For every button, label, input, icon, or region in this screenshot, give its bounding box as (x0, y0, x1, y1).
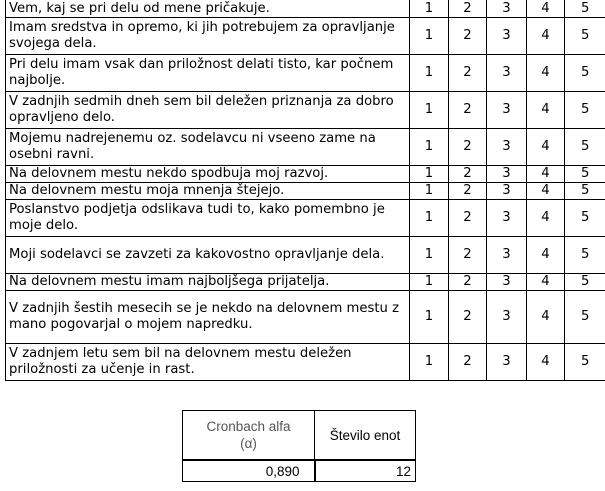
scale-2: 2 (449, 92, 487, 129)
scale-3: 3 (487, 55, 527, 92)
scale-5: 5 (565, 200, 605, 237)
scale-5: 5 (565, 92, 605, 129)
survey-row (6, 291, 605, 344)
scale-1: 1 (410, 166, 449, 183)
scale-1: 1 (410, 344, 449, 381)
scale-4: 4 (527, 274, 565, 291)
survey-row (6, 237, 605, 274)
scale-5: 5 (565, 274, 605, 291)
scale-1: 1 (410, 237, 449, 274)
survey-row (6, 55, 605, 92)
survey-row (6, 274, 605, 291)
survey-row (6, 183, 605, 200)
alpha-header (183, 411, 315, 461)
scale-5: 5 (565, 0, 605, 18)
scale-5: 5 (565, 166, 605, 183)
scale-4: 4 (527, 18, 565, 55)
scale-4: 4 (527, 291, 565, 344)
scale-3: 3 (487, 200, 527, 237)
scale-5: 5 (565, 129, 605, 166)
reliability-value-row (183, 460, 416, 482)
survey-row (6, 344, 605, 381)
reliability-table (182, 410, 416, 482)
scale-4: 4 (527, 200, 565, 237)
survey-row (6, 92, 605, 129)
scale-2: 2 (449, 274, 487, 291)
scale-3: 3 (487, 183, 527, 200)
survey-row (6, 18, 605, 55)
scale-4: 4 (527, 55, 565, 92)
scale-2: 2 (449, 291, 487, 344)
scale-4: 4 (527, 166, 565, 183)
statement: Poslanstvo podjetja odslikava tudi to, kako pomembno je moje delo. (6, 200, 410, 237)
scale-3: 3 (487, 92, 527, 129)
scale-2: 2 (449, 344, 487, 381)
scale-3: 3 (487, 291, 527, 344)
scale-5: 5 (565, 18, 605, 55)
alpha-value: 0,890 (183, 460, 315, 482)
scale-1: 1 (410, 291, 449, 344)
scale-5: 5 (565, 55, 605, 92)
survey-body (6, 0, 605, 381)
scale-3: 3 (487, 344, 527, 381)
scale-1: 1 (410, 129, 449, 166)
scale-1: 1 (410, 274, 449, 291)
survey-row (6, 0, 605, 18)
scale-2: 2 (449, 200, 487, 237)
alpha-header-label: Cronbach alfa (206, 419, 291, 434)
scale-2: 2 (449, 0, 487, 18)
scale-1: 1 (410, 200, 449, 237)
scale-2: 2 (449, 237, 487, 274)
statement: Na delovnem mestu nekdo spodbuja moj razvoj. (6, 166, 410, 183)
statement: Na delovnem mestu moja mnenja štejejo. (6, 183, 410, 200)
survey-table (5, 0, 605, 381)
scale-4: 4 (527, 92, 565, 129)
reliability-header-row (183, 411, 416, 461)
survey-row (6, 129, 605, 166)
scale-4: 4 (527, 129, 565, 166)
scale-5: 5 (565, 291, 605, 344)
statement: V zadnjem letu sem bil na delovnem mestu deležen priložnosti za učenje in rast. (6, 344, 410, 381)
statement: Moji sodelavci se zavzeti za kakovostno opravljanje dela. (6, 237, 410, 274)
scale-2: 2 (449, 55, 487, 92)
statement: Pri delu imam vsak dan priložnost delati tisto, kar počnem najbolje. (6, 55, 410, 92)
scale-5: 5 (565, 183, 605, 200)
scale-3: 3 (487, 129, 527, 166)
scale-3: 3 (487, 18, 527, 55)
scale-2: 2 (449, 166, 487, 183)
scale-1: 1 (410, 55, 449, 92)
statement: V zadnjih šestih mesecih se je nekdo na delovnem mestu z mano pogovarjal o mojem napredku. (6, 291, 410, 344)
scale-1: 1 (410, 18, 449, 55)
scale-4: 4 (527, 237, 565, 274)
scale-4: 4 (527, 0, 565, 18)
statement: Vem, kaj se pri delu od mene pričakuje. (6, 0, 410, 18)
scale-3: 3 (487, 274, 527, 291)
items-count-value: 12 (315, 460, 416, 482)
scale-2: 2 (449, 183, 487, 200)
survey-row (6, 166, 605, 183)
scale-3: 3 (487, 166, 527, 183)
scale-3: 3 (487, 0, 527, 18)
scale-1: 1 (410, 92, 449, 129)
statement: Mojemu nadrejenemu oz. sodelavcu ni vseeno zame na osebni ravni. (6, 129, 410, 166)
statement: Imam sredstva in opremo, ki jih potrebujem za opravljanje svojega dela. (6, 18, 410, 55)
scale-4: 4 (527, 344, 565, 381)
scale-2: 2 (449, 129, 487, 166)
scale-3: 3 (487, 237, 527, 274)
scale-4: 4 (527, 183, 565, 200)
statement: V zadnjih sedmih dneh sem bil deležen priznanja za dobro opravljeno delo. (6, 92, 410, 129)
scale-1: 1 (410, 183, 449, 200)
statement: Na delovnem mestu imam najboljšega prijatelja. (6, 274, 410, 291)
alpha-header-symbol: (α) (240, 436, 257, 451)
survey-row (6, 200, 605, 237)
scale-5: 5 (565, 237, 605, 274)
scale-1: 1 (410, 0, 449, 18)
scale-2: 2 (449, 18, 487, 55)
items-count-header: Število enot (315, 411, 416, 461)
scale-5: 5 (565, 344, 605, 381)
